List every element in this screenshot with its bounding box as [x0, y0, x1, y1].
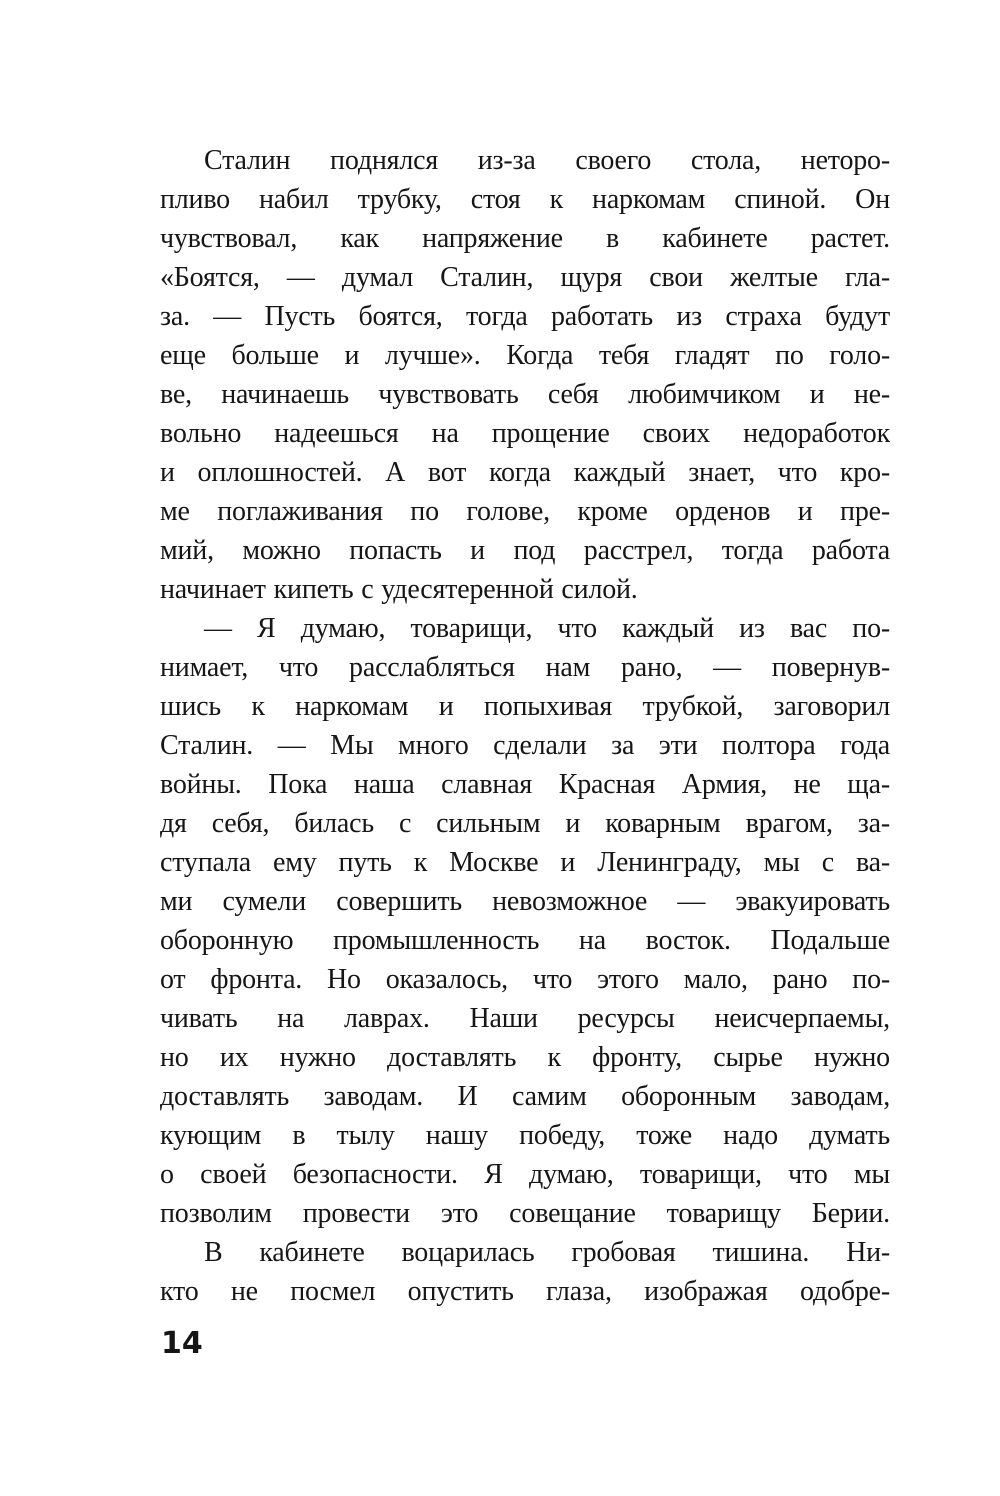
paragraph: [160, 141, 890, 609]
text-line: В кабинете воцарилась гробовая тишина. Ни-: [204, 1237, 890, 1268]
text-line: — Я думаю, товарищи, что каждый из вас по-: [204, 613, 890, 644]
text-line: начинает кипеть с удесятеренной силой.: [160, 574, 638, 605]
text-line: вольно надеешься на прощение своих недоработок: [160, 418, 890, 449]
text-line: «Боятся, — думал Сталин, щуря свои желтые гла-: [160, 262, 890, 293]
text-line: ми сумели совершить невозможное — эвакуировать: [160, 886, 890, 917]
text-line: за. — Пусть боятся, тогда работать из страха будут: [160, 301, 890, 332]
text-line: ве, начинаешь чувствовать себя любимчиком и не-: [160, 379, 890, 410]
paragraph: [160, 1233, 890, 1311]
text-line: Сталин поднялся из-за своего стола, неторо-: [204, 145, 890, 176]
text-line: чувствовал, как напряжение в кабинете растет.: [160, 223, 890, 254]
text-line: доставлять заводам. И самим оборонным заводам,: [160, 1081, 890, 1112]
text-line: нимает, что расслабляться нам рано, — повернув-: [160, 652, 890, 683]
text-line: но их нужно доставлять к фронту, сырье нужно: [160, 1042, 890, 1073]
page-number: 14: [161, 1326, 203, 1361]
paragraph: [160, 609, 890, 1233]
text-line: от фронта. Но оказалось, что этого мало, рано по-: [160, 964, 890, 995]
text-line: ступала ему путь к Москве и Ленинграду, мы с ва-: [160, 847, 890, 878]
text-line: чивать на лаврах. Наши ресурсы неисчерпаемы,: [160, 1003, 890, 1034]
text-line: шись к наркомам и попыхивая трубкой, заговорил: [160, 691, 890, 722]
text-line: пливо набил трубку, стоя к наркомам спиной. Он: [160, 184, 890, 215]
text-line: войны. Пока наша славная Красная Армия, не ща-: [160, 769, 890, 800]
text-line: позволим провести это совещание товарищу Берии.: [160, 1198, 890, 1229]
text-line: Сталин. — Мы много сделали за эти полтора года: [160, 730, 890, 761]
text-line: кто не посмел опустить глаза, изображая одобре-: [160, 1276, 890, 1307]
text-line: дя себя, билась с сильным и коварным врагом, за-: [160, 808, 890, 839]
text-line: о своей безопасности. Я думаю, товарищи, что мы: [160, 1159, 890, 1190]
page-text: [160, 141, 890, 1311]
text-line: ме поглаживания по голове, кроме орденов и пре-: [160, 496, 890, 527]
text-line: кующим в тылу нашу победу, тоже надо думать: [160, 1120, 890, 1151]
text-line: и оплошностей. А вот когда каждый знает, что кро-: [160, 457, 890, 488]
text-line: мий, можно попасть и под расстрел, тогда работа: [160, 535, 890, 566]
text-line: еще больше и лучше». Когда тебя гладят по голо-: [160, 340, 890, 371]
text-line: оборонную промышленность на восток. Подальше: [160, 925, 890, 956]
